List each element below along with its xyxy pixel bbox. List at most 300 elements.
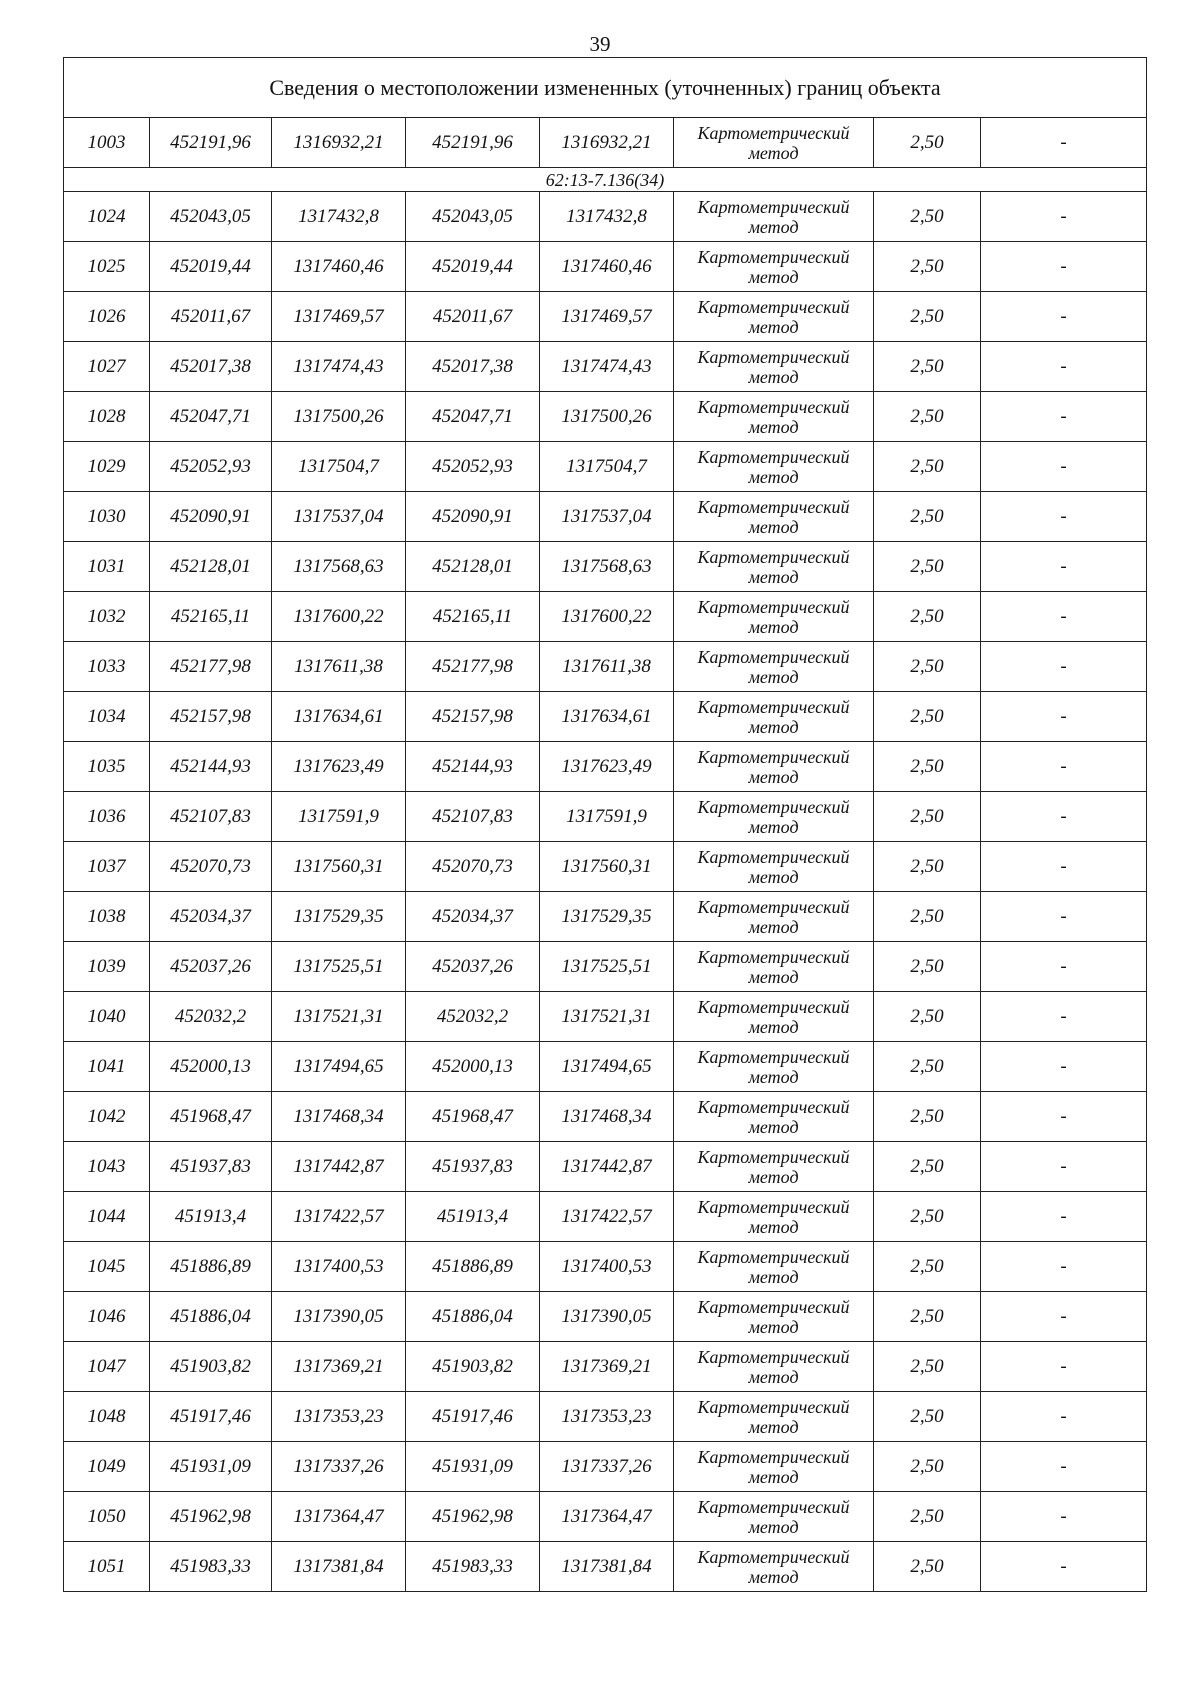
method-line-2: метод — [748, 916, 799, 937]
accuracy: 2,50 — [874, 842, 981, 892]
method-cell — [674, 442, 874, 492]
method-cell — [674, 1342, 874, 1392]
table-row — [64, 1342, 1147, 1392]
description: - — [981, 242, 1147, 292]
refined-y: 1317591,9 — [540, 792, 674, 842]
existing-y: 1317591,9 — [272, 792, 406, 842]
method-line-2: метод — [748, 466, 799, 487]
table-row — [64, 742, 1147, 792]
existing-x: 452052,93 — [150, 442, 272, 492]
accuracy: 2,50 — [874, 792, 981, 842]
method-cell — [674, 942, 874, 992]
point-number: 1038 — [64, 892, 150, 942]
method-cell — [674, 792, 874, 842]
existing-y: 1317500,26 — [272, 392, 406, 442]
description: - — [981, 492, 1147, 542]
refined-x: 452107,83 — [406, 792, 540, 842]
refined-y: 1317432,8 — [540, 192, 674, 242]
existing-x: 452090,91 — [150, 492, 272, 542]
existing-y: 1317560,31 — [272, 842, 406, 892]
table-row — [64, 292, 1147, 342]
existing-x: 451917,46 — [150, 1392, 272, 1442]
point-number: 1030 — [64, 492, 150, 542]
method-line-2: метод — [748, 566, 799, 587]
refined-x: 452032,2 — [406, 992, 540, 1042]
refined-x: 452011,67 — [406, 292, 540, 342]
method-line-2: метод — [748, 1216, 799, 1237]
existing-y: 1317634,61 — [272, 692, 406, 742]
method-line-1: Картометрический — [697, 846, 850, 867]
description: - — [981, 1242, 1147, 1292]
refined-y: 1317442,87 — [540, 1142, 674, 1192]
method-line-2: метод — [748, 1316, 799, 1337]
table-row — [64, 1042, 1147, 1092]
description: - — [981, 118, 1147, 168]
method-cell — [674, 542, 874, 592]
method-line-1: Картометрический — [697, 1546, 850, 1567]
refined-x: 452177,98 — [406, 642, 540, 692]
refined-y: 1317529,35 — [540, 892, 674, 942]
method-line-2: метод — [748, 216, 799, 237]
point-number: 1036 — [64, 792, 150, 842]
refined-x: 452017,38 — [406, 342, 540, 392]
point-number: 1040 — [64, 992, 150, 1042]
refined-y: 1317623,49 — [540, 742, 674, 792]
method-cell — [674, 642, 874, 692]
table-title: Сведения о местоположении измененных (уточненных) границ объекта — [64, 58, 1147, 118]
refined-x: 452157,98 — [406, 692, 540, 742]
point-number: 1028 — [64, 392, 150, 442]
method-line-1: Картометрический — [697, 1346, 850, 1367]
method-line-1: Картометрический — [697, 1146, 850, 1167]
refined-y: 1317537,04 — [540, 492, 674, 542]
refined-y: 1317369,21 — [540, 1342, 674, 1392]
refined-y: 1317494,65 — [540, 1042, 674, 1092]
accuracy: 2,50 — [874, 1542, 981, 1592]
method-cell — [674, 1292, 874, 1342]
method-line-2: метод — [748, 366, 799, 387]
existing-x: 452017,38 — [150, 342, 272, 392]
existing-y: 1317474,43 — [272, 342, 406, 392]
existing-x: 452107,83 — [150, 792, 272, 842]
table-row — [64, 692, 1147, 742]
refined-y: 1317560,31 — [540, 842, 674, 892]
refined-x: 452019,44 — [406, 242, 540, 292]
refined-x: 451886,89 — [406, 1242, 540, 1292]
refined-y: 1317611,38 — [540, 642, 674, 692]
refined-x: 451931,09 — [406, 1442, 540, 1492]
refined-x: 451962,98 — [406, 1492, 540, 1542]
method-line-2: метод — [748, 142, 799, 163]
table-row — [64, 1292, 1147, 1342]
accuracy: 2,50 — [874, 1092, 981, 1142]
accuracy: 2,50 — [874, 642, 981, 692]
accuracy: 2,50 — [874, 592, 981, 642]
description: - — [981, 642, 1147, 692]
accuracy: 2,50 — [874, 942, 981, 992]
table-row — [64, 342, 1147, 392]
accuracy: 2,50 — [874, 442, 981, 492]
description: - — [981, 1092, 1147, 1142]
method-line-1: Картометрический — [697, 896, 850, 917]
section-label: 62:13-7.136(34) — [64, 168, 1147, 192]
description: - — [981, 692, 1147, 742]
point-number: 1049 — [64, 1442, 150, 1492]
accuracy: 2,50 — [874, 492, 981, 542]
refined-y: 1317568,63 — [540, 542, 674, 592]
refined-y: 1317500,26 — [540, 392, 674, 442]
method-line-1: Картометрический — [697, 346, 850, 367]
refined-x: 452191,96 — [406, 118, 540, 168]
accuracy: 2,50 — [874, 1442, 981, 1492]
existing-y: 1317600,22 — [272, 592, 406, 642]
table-row — [64, 1442, 1147, 1492]
section-row — [64, 168, 1147, 192]
refined-x: 451913,4 — [406, 1192, 540, 1242]
existing-y: 1317468,34 — [272, 1092, 406, 1142]
point-number: 1025 — [64, 242, 150, 292]
existing-y: 1317442,87 — [272, 1142, 406, 1192]
point-number: 1034 — [64, 692, 150, 742]
point-number: 1047 — [64, 1342, 150, 1392]
table-row — [64, 118, 1147, 168]
point-number: 1039 — [64, 942, 150, 992]
method-line-2: метод — [748, 1366, 799, 1387]
method-line-2: метод — [748, 716, 799, 737]
existing-y: 1317611,38 — [272, 642, 406, 692]
point-number: 1027 — [64, 342, 150, 392]
method-line-1: Картометрический — [697, 696, 850, 717]
method-cell — [674, 1042, 874, 1092]
refined-x: 452144,93 — [406, 742, 540, 792]
existing-y: 1317390,05 — [272, 1292, 406, 1342]
accuracy: 2,50 — [874, 1142, 981, 1192]
method-line-2: метод — [748, 816, 799, 837]
method-cell — [674, 1142, 874, 1192]
accuracy: 2,50 — [874, 1242, 981, 1292]
method-line-1: Картометрический — [697, 646, 850, 667]
method-line-2: метод — [748, 1116, 799, 1137]
accuracy: 2,50 — [874, 1042, 981, 1092]
description: - — [981, 1442, 1147, 1492]
description: - — [981, 542, 1147, 592]
existing-y: 1317529,35 — [272, 892, 406, 942]
existing-x: 451983,33 — [150, 1542, 272, 1592]
refined-x: 452043,05 — [406, 192, 540, 242]
accuracy: 2,50 — [874, 542, 981, 592]
method-line-2: метод — [748, 1566, 799, 1587]
point-number: 1041 — [64, 1042, 150, 1092]
description: - — [981, 1542, 1147, 1592]
description: - — [981, 842, 1147, 892]
point-number: 1045 — [64, 1242, 150, 1292]
existing-y: 1317381,84 — [272, 1542, 406, 1592]
table-row — [64, 1092, 1147, 1142]
point-number: 1037 — [64, 842, 150, 892]
method-line-2: метод — [748, 1416, 799, 1437]
existing-x: 452177,98 — [150, 642, 272, 692]
table-row — [64, 642, 1147, 692]
existing-x: 451968,47 — [150, 1092, 272, 1142]
description: - — [981, 392, 1147, 442]
existing-x: 452191,96 — [150, 118, 272, 168]
refined-y: 1317400,53 — [540, 1242, 674, 1292]
accuracy: 2,50 — [874, 1492, 981, 1542]
refined-x: 451968,47 — [406, 1092, 540, 1142]
table-row — [64, 192, 1147, 242]
existing-x: 451886,04 — [150, 1292, 272, 1342]
refined-x: 452034,37 — [406, 892, 540, 942]
existing-x: 451937,83 — [150, 1142, 272, 1192]
table-row — [64, 1542, 1147, 1592]
existing-x: 451962,98 — [150, 1492, 272, 1542]
table-row — [64, 492, 1147, 542]
refined-y: 1317525,51 — [540, 942, 674, 992]
method-line-2: метод — [748, 516, 799, 537]
method-line-1: Картометрический — [697, 1096, 850, 1117]
refined-x: 451983,33 — [406, 1542, 540, 1592]
existing-x: 452034,37 — [150, 892, 272, 942]
method-cell — [674, 592, 874, 642]
method-line-1: Картометрический — [697, 596, 850, 617]
point-number: 1003 — [64, 118, 150, 168]
table-row — [64, 442, 1147, 492]
refined-y: 1317353,23 — [540, 1392, 674, 1442]
method-line-1: Картометрический — [697, 1496, 850, 1517]
method-cell — [674, 242, 874, 292]
table-row — [64, 892, 1147, 942]
refined-y: 1317460,46 — [540, 242, 674, 292]
method-line-2: метод — [748, 866, 799, 887]
method-cell — [674, 842, 874, 892]
existing-x: 452047,71 — [150, 392, 272, 442]
refined-x: 452090,91 — [406, 492, 540, 542]
point-number: 1032 — [64, 592, 150, 642]
method-cell — [674, 1242, 874, 1292]
existing-y: 1317504,7 — [272, 442, 406, 492]
refined-y: 1317469,57 — [540, 292, 674, 342]
method-line-2: метод — [748, 1166, 799, 1187]
accuracy: 2,50 — [874, 742, 981, 792]
refined-y: 1317504,7 — [540, 442, 674, 492]
accuracy: 2,50 — [874, 1392, 981, 1442]
table-row — [64, 592, 1147, 642]
refined-y: 1317337,26 — [540, 1442, 674, 1492]
method-cell — [674, 292, 874, 342]
method-line-2: метод — [748, 666, 799, 687]
description: - — [981, 742, 1147, 792]
method-cell — [674, 1192, 874, 1242]
description: - — [981, 1042, 1147, 1092]
method-cell — [674, 1542, 874, 1592]
refined-y: 1317381,84 — [540, 1542, 674, 1592]
description: - — [981, 592, 1147, 642]
method-line-2: метод — [748, 966, 799, 987]
description: - — [981, 992, 1147, 1042]
method-cell — [674, 1392, 874, 1442]
method-line-2: метод — [748, 416, 799, 437]
refined-x: 452052,93 — [406, 442, 540, 492]
method-line-1: Картометрический — [697, 1446, 850, 1467]
point-number: 1026 — [64, 292, 150, 342]
table-row — [64, 842, 1147, 892]
existing-y: 1317525,51 — [272, 942, 406, 992]
existing-x: 452157,98 — [150, 692, 272, 742]
existing-y: 1317353,23 — [272, 1392, 406, 1442]
existing-x: 452043,05 — [150, 192, 272, 242]
point-number: 1029 — [64, 442, 150, 492]
existing-x: 452165,11 — [150, 592, 272, 642]
point-number: 1046 — [64, 1292, 150, 1342]
point-number: 1051 — [64, 1542, 150, 1592]
table-row — [64, 542, 1147, 592]
existing-x: 452144,93 — [150, 742, 272, 792]
method-line-1: Картометрический — [697, 946, 850, 967]
method-line-1: Картометрический — [697, 446, 850, 467]
table-row — [64, 1192, 1147, 1242]
point-number: 1050 — [64, 1492, 150, 1542]
method-line-1: Картометрический — [697, 246, 850, 267]
refined-y: 1317600,22 — [540, 592, 674, 642]
description: - — [981, 342, 1147, 392]
method-line-1: Картометрический — [697, 996, 850, 1017]
method-line-1: Картометрический — [697, 1396, 850, 1417]
refined-y: 1317634,61 — [540, 692, 674, 742]
table-row — [64, 1392, 1147, 1442]
existing-x: 451903,82 — [150, 1342, 272, 1392]
accuracy: 2,50 — [874, 1342, 981, 1392]
method-cell — [674, 392, 874, 442]
accuracy: 2,50 — [874, 118, 981, 168]
method-line-2: метод — [748, 1066, 799, 1087]
refined-y: 1317521,31 — [540, 992, 674, 1042]
refined-x: 452165,11 — [406, 592, 540, 642]
method-cell — [674, 1492, 874, 1542]
point-number: 1035 — [64, 742, 150, 792]
description: - — [981, 192, 1147, 242]
method-line-1: Картометрический — [697, 196, 850, 217]
table-row — [64, 1142, 1147, 1192]
method-cell — [674, 742, 874, 792]
method-line-1: Картометрический — [697, 122, 850, 143]
point-number: 1043 — [64, 1142, 150, 1192]
accuracy: 2,50 — [874, 992, 981, 1042]
method-cell — [674, 692, 874, 742]
point-number: 1033 — [64, 642, 150, 692]
refined-x: 452000,13 — [406, 1042, 540, 1092]
method-cell — [674, 192, 874, 242]
refined-x: 452128,01 — [406, 542, 540, 592]
method-cell — [674, 492, 874, 542]
table-title-row — [64, 58, 1147, 118]
method-line-1: Картометрический — [697, 1196, 850, 1217]
existing-x: 451886,89 — [150, 1242, 272, 1292]
method-cell — [674, 342, 874, 392]
description: - — [981, 292, 1147, 342]
existing-x: 451931,09 — [150, 1442, 272, 1492]
table-row — [64, 792, 1147, 842]
method-line-2: метод — [748, 1266, 799, 1287]
method-line-1: Картометрический — [697, 396, 850, 417]
method-line-2: метод — [748, 316, 799, 337]
description: - — [981, 1492, 1147, 1542]
existing-x: 452037,26 — [150, 942, 272, 992]
method-line-2: метод — [748, 1016, 799, 1037]
method-cell — [674, 1092, 874, 1142]
accuracy: 2,50 — [874, 192, 981, 242]
method-line-1: Картометрический — [697, 296, 850, 317]
refined-x: 451903,82 — [406, 1342, 540, 1392]
accuracy: 2,50 — [874, 1292, 981, 1342]
method-cell — [674, 992, 874, 1042]
description: - — [981, 792, 1147, 842]
table-row — [64, 1242, 1147, 1292]
refined-y: 1317364,47 — [540, 1492, 674, 1542]
accuracy: 2,50 — [874, 892, 981, 942]
method-line-1: Картометрический — [697, 496, 850, 517]
accuracy: 2,50 — [874, 692, 981, 742]
existing-y: 1317568,63 — [272, 542, 406, 592]
accuracy: 2,50 — [874, 242, 981, 292]
method-cell — [674, 1442, 874, 1492]
description: - — [981, 1292, 1147, 1342]
coordinates-table — [63, 57, 1147, 1592]
refined-x: 452047,71 — [406, 392, 540, 442]
description: - — [981, 942, 1147, 992]
description: - — [981, 442, 1147, 492]
method-line-1: Картометрический — [697, 1046, 850, 1067]
existing-y: 1317521,31 — [272, 992, 406, 1042]
refined-y: 1316932,21 — [540, 118, 674, 168]
method-line-1: Картометрический — [697, 1296, 850, 1317]
refined-x: 451917,46 — [406, 1392, 540, 1442]
refined-y: 1317474,43 — [540, 342, 674, 392]
method-line-2: метод — [748, 1516, 799, 1537]
refined-x: 451937,83 — [406, 1142, 540, 1192]
refined-y: 1317390,05 — [540, 1292, 674, 1342]
existing-y: 1317623,49 — [272, 742, 406, 792]
table-row — [64, 242, 1147, 292]
page-number: 39 — [589, 32, 611, 56]
method-line-1: Картометрический — [697, 746, 850, 767]
refined-y: 1317422,57 — [540, 1192, 674, 1242]
method-line-2: метод — [748, 266, 799, 287]
existing-y: 1317469,57 — [272, 292, 406, 342]
method-line-2: метод — [748, 766, 799, 787]
accuracy: 2,50 — [874, 392, 981, 442]
accuracy: 2,50 — [874, 292, 981, 342]
method-cell — [674, 892, 874, 942]
table-row — [64, 992, 1147, 1042]
description: - — [981, 1142, 1147, 1192]
existing-y: 1317400,53 — [272, 1242, 406, 1292]
existing-x: 452070,73 — [150, 842, 272, 892]
table-row — [64, 942, 1147, 992]
existing-x: 452019,44 — [150, 242, 272, 292]
accuracy: 2,50 — [874, 342, 981, 392]
existing-x: 452011,67 — [150, 292, 272, 342]
existing-x: 452032,2 — [150, 992, 272, 1042]
description: - — [981, 1342, 1147, 1392]
existing-y: 1317494,65 — [272, 1042, 406, 1092]
method-line-2: метод — [748, 1466, 799, 1487]
point-number: 1048 — [64, 1392, 150, 1442]
table-row — [64, 1492, 1147, 1542]
refined-x: 452070,73 — [406, 842, 540, 892]
point-number: 1044 — [64, 1192, 150, 1242]
method-line-1: Картометрический — [697, 1246, 850, 1267]
point-number: 1024 — [64, 192, 150, 242]
